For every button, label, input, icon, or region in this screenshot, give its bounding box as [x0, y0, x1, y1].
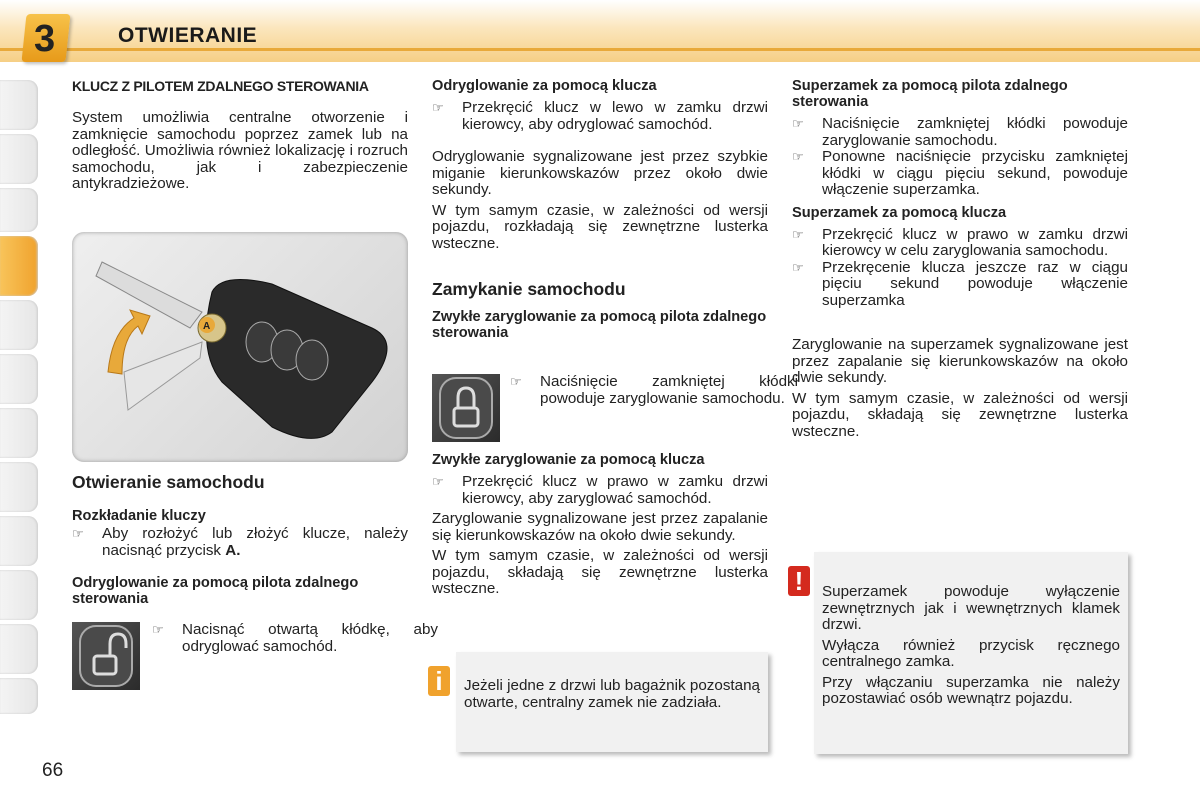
super-remote-heading: Superzamek za pomocą pilota zdalnego sterowania	[792, 78, 1068, 110]
side-tab[interactable]	[0, 300, 38, 350]
intro-text: System umożliwia centralne otworzenie i zamknięcie samochodu poprzez zamek lub na odległość. Umożliwia również lokalizację i rozruch samochodu, jak i zabezpieczenie antykradzieżowe.	[72, 109, 408, 192]
key-lock-section	[432, 452, 768, 598]
button-a-label: A	[203, 321, 211, 332]
side-tab[interactable]	[0, 516, 38, 566]
closing-heading: Zamykanie samochodu	[432, 279, 626, 299]
super-remote-bullet-2: ☞ Ponowne naciśnięcie przycisku zamkniętej kłódki w ciągu pięciu sekund, powoduje włączenie superzamka.	[792, 149, 1128, 199]
closed-padlock-icon	[432, 374, 500, 442]
warning-note-body	[822, 584, 1120, 708]
remote-unlock-bullet: ☞ Nacisnąć otwartą kłódkę, aby odryglować samochód.	[152, 622, 438, 655]
side-tab[interactable]	[0, 354, 38, 404]
mirrors-unfold-text: W tym samym czasie, w zależności od wersji pojazdu, rozkładają się zewnętrzne lusterka wsteczne.	[432, 201, 768, 252]
page-number: 66	[42, 760, 64, 781]
opening-heading: Otwieranie samochodu	[72, 472, 265, 492]
column-2	[432, 78, 768, 341]
key-unlock-heading: Odryglowanie za pomocą klucza	[432, 78, 657, 94]
side-tab[interactable]	[0, 80, 38, 130]
info-icon: i	[428, 666, 450, 696]
super-remote-bullet-1: ☞ Naciśnięcie zamkniętej kłódki powoduje zaryglowanie samochodu.	[792, 116, 1128, 149]
super-key-heading: Superzamek za pomocą klucza	[792, 204, 1007, 221]
open-padlock-icon	[72, 622, 140, 690]
page-title: OTWIERANIE	[118, 24, 258, 47]
fold-bullet: ☞ Aby rozłożyć lub złożyć klucze, należy nacisnąć przycisk A.	[72, 526, 408, 559]
warning-text-2: Wyłącza również przycisk ręcznego centralnego zamka.	[822, 636, 1120, 670]
header-rule	[0, 48, 1200, 51]
key-lock-heading: Zwykłe zaryglowanie za pomocą klucza	[432, 452, 705, 468]
warning-text-1: Superzamek powoduje wyłączenie zewnętrznych jak i wewnętrznych klamek drzwi.	[822, 583, 1120, 633]
lock-signal-text: Zaryglowanie sygnalizowane jest przez zapalanie się kierunkowskazów na około dwie sekundy.	[432, 510, 768, 544]
mirrors-fold-text: W tym samym czasie, w zależności od wersji pojazdu, składają się zewnętrzne lusterka wsteczne.	[432, 547, 768, 597]
side-tab[interactable]	[0, 188, 38, 232]
super-signal-text: Zaryglowanie na superzamek sygnalizowane jest przez zapalanie się kierunkowskazów na około dwie sekundy.	[792, 336, 1128, 386]
column-1	[72, 78, 408, 193]
chapter-number: 3	[34, 18, 56, 60]
closed-padlock-thumbnail	[432, 374, 500, 442]
side-tab[interactable]	[0, 570, 38, 620]
remote-lock-bullet: ☞ Naciśnięcie zamkniętej kłódki powoduje zaryglowanie samochodu.	[510, 374, 798, 407]
side-tab-active[interactable]	[0, 236, 38, 296]
key-illustration	[72, 232, 408, 462]
remote-lock-heading: Zwykłe zaryglowanie za pomocą pilota zdalnego sterowania	[432, 309, 767, 341]
side-tab[interactable]	[0, 462, 38, 512]
column-3	[792, 78, 1128, 440]
warning-note	[814, 552, 1128, 754]
super-key-bullet-2: ☞ Przekręcenie klucza jeszcze raz w ciągu pięciu sekund powoduje włączenie superzamka	[792, 260, 1128, 310]
warning-icon: !	[788, 566, 810, 596]
side-tab[interactable]	[0, 624, 38, 674]
open-padlock-thumbnail	[72, 622, 140, 690]
unlock-signal-text: Odryglowanie sygnalizowane jest przez szybkie miganie kierunkowskazów przez około dwie sekundy.	[432, 148, 768, 198]
key-lock-bullet: ☞ Przekręcić klucz w prawo w zamku drzwi kierowcy, aby zaryglować samochód.	[432, 474, 768, 507]
super-key-bullet-1: ☞ Przekręcić klucz w prawo w zamku drzwi kierowcy w celu zaryglowania samochodu.	[792, 227, 1128, 260]
section-heading: KLUCZ Z PILOTEM ZDALNEGO STEROWANIA	[72, 78, 369, 94]
key-fob-image	[72, 232, 408, 462]
side-tab[interactable]	[0, 678, 38, 714]
side-tab[interactable]	[0, 408, 38, 458]
side-tab[interactable]	[0, 134, 38, 184]
warning-text-3: Przy włączaniu superzamka nie należy pozostawiać osób wewnątrz pojazdu.	[822, 673, 1120, 707]
opening-section	[72, 472, 408, 607]
super-mirrors-text: W tym samym czasie, w zależności od wersji pojazdu, składają się zewnętrzne lusterka wsteczne.	[792, 389, 1128, 440]
info-note	[456, 652, 768, 752]
info-note-text: Jeżeli jedne z drzwi lub bagażnik pozostaną otwarte, centralny zamek nie zadziała.	[464, 677, 760, 711]
key-unlock-bullet: ☞ Przekręcić klucz w lewo w zamku drzwi kierowcy, aby odryglować samochód.	[432, 100, 768, 133]
remote-unlock-heading: Odryglowanie za pomocą pilota zdalnego sterowania	[72, 575, 359, 607]
fold-heading: Rozkładanie kluczy	[72, 508, 206, 524]
